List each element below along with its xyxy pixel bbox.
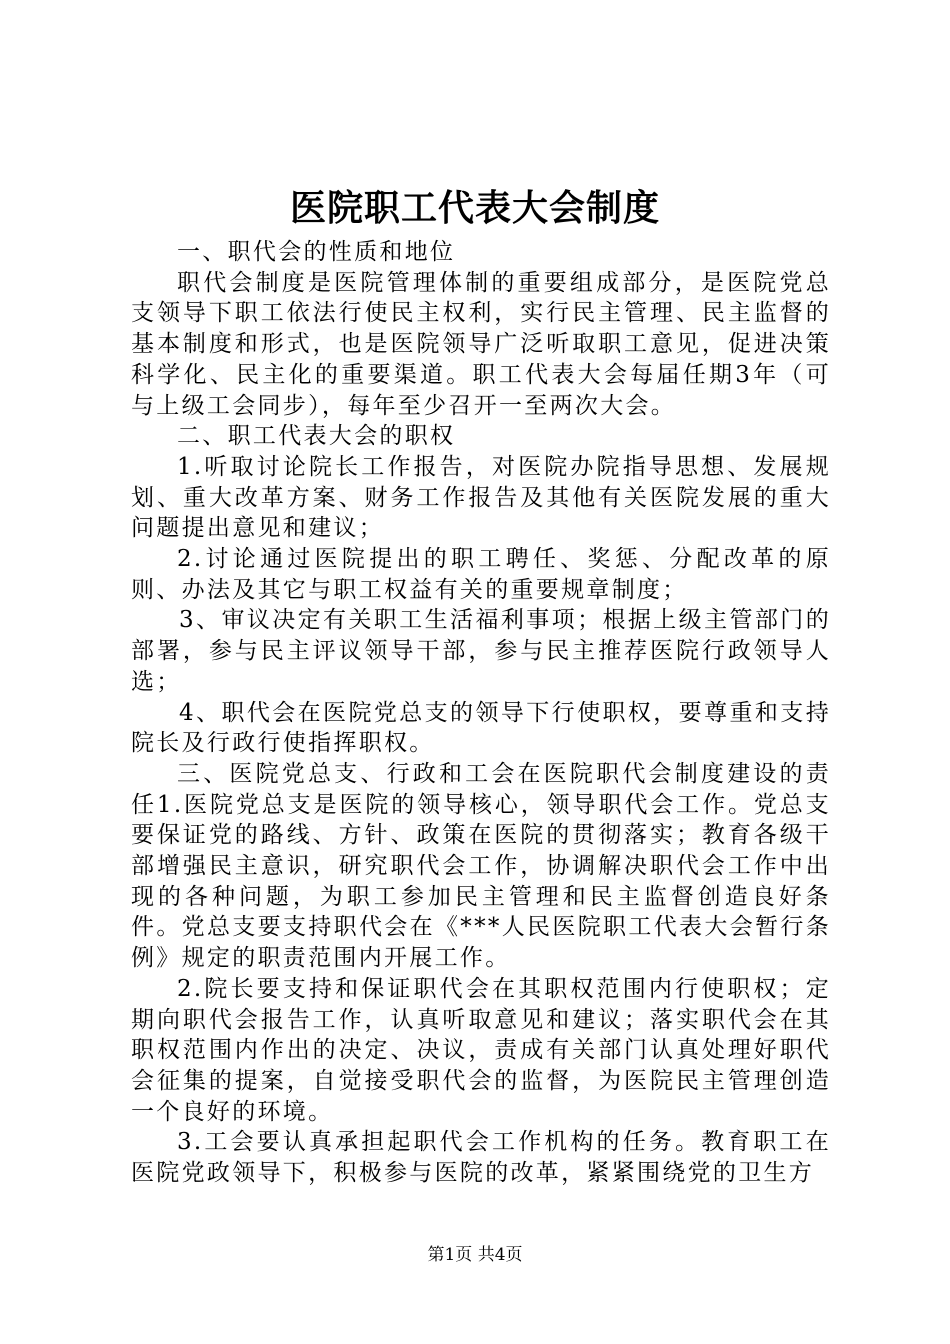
document-body — [131, 237, 831, 1189]
paragraph-duty-2: 2.讨论通过医院提出的职工聘任、奖惩、分配改革的原则、办法及其它与职工权益有关的重要规章制度； — [131, 546, 831, 603]
paragraph-nature: 职代会制度是医院管理体制的重要组成部分，是医院党总支领导下职工依法行使民主权利，实行民主管理、民主监督的基本制度和形式，也是医院领导广泛听取职工意见，促进决策科学化、民主化的重要渠道。职工代表大会每届任期3年（可与上级工会同步），每年至少召开一至两次大会。 — [131, 269, 831, 419]
paragraph-union: 3.工会要认真承担起职代会工作机构的任务。教育职工在医院党政领导下，积极参与医院的改革，紧紧围绕党的卫生方 — [131, 1129, 831, 1187]
section-heading-2: 二、职工代表大会的职权 — [177, 423, 456, 450]
paragraph-duty-1: 1.听取讨论院长工作报告，对医院办院指导思想、发展规划、重大改革方案、财务工作报告及其他有关医院发展的重大问题提出意见和建议； — [131, 453, 831, 542]
paragraph-president: 2.院长要支持和保证职代会在其职权范围内行使职权；定期向职代会报告工作，认真听取意见和建议；落实职代会在其职权范围内作出的决定、决议，责成有关部门认真处理好职代会征集的提案，自觉接受职代会的监督，为医院民主管理创造一个良好的环境。 — [131, 975, 831, 1125]
section-heading-1: 一、职代会的性质和地位 — [177, 239, 456, 265]
paragraph-duty-3: 3、审议决定有关职工生活福利事项；根据上级主管部门的部署，参与民主评议领导干部，参与民主推荐医院行政领导人选； — [131, 607, 831, 695]
paragraph-duty-4: 4、职代会在医院党总支的领导下行使职权，要尊重和支持院长及行政行使指挥职权。 — [131, 699, 831, 757]
section-heading-3: 三、医院党总支、行政和工会在医院职代会制度建设的责任1.医院党总支是医院的领导核心，领导职代会工作。党总支要保证党的路线、方针、政策在医院的贯彻落实；教育各级干部增强民主意识，研究职代会工作，协调解决职代会工作中出现的各种问题，为职工参加民主管理和民主监督创造良好条件。党总支要支持职代会在《***人民医院职工代表大会暂行条例》规定的职责范围内开展工作。 — [131, 760, 831, 972]
page-number-footer: 第1页 共4页 — [427, 1245, 523, 1265]
document-title: 医院职工代表大会制度 — [289, 187, 660, 229]
